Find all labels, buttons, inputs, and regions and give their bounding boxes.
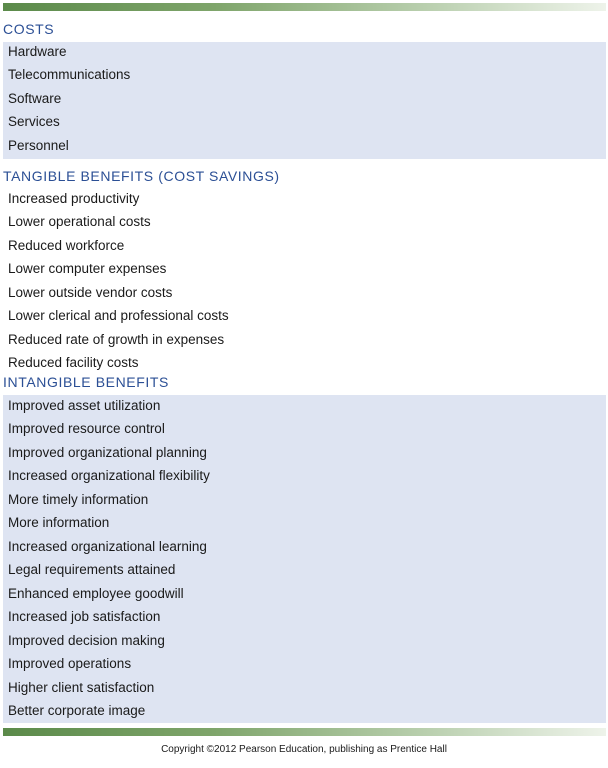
bottom-rule-bar [3, 728, 606, 736]
list-item: Improved organizational planning [8, 445, 207, 460]
list-item: Improved asset utilization [8, 398, 161, 413]
list-item: Increased organizational flexibility [8, 468, 210, 483]
list-item: Hardware [8, 44, 67, 59]
list-item: Lower computer expenses [8, 261, 167, 276]
list-item: Services [8, 114, 60, 129]
list-item: Personnel [8, 138, 69, 153]
tangible-benefits-section [3, 189, 606, 375]
costs-section [3, 42, 606, 159]
list-item: Improved operations [8, 656, 132, 671]
list-item: More timely information [8, 492, 149, 507]
list-item: Telecommunications [8, 67, 131, 82]
list-item: More information [8, 515, 110, 530]
list-item: Improved resource control [8, 421, 165, 436]
list-item: Enhanced employee goodwill [8, 586, 184, 601]
list-item: Software [8, 91, 62, 106]
intangible-benefits-section [3, 395, 606, 723]
list-item: Legal requirements attained [8, 562, 176, 577]
list-item: Reduced facility costs [8, 355, 139, 370]
intangible-benefits-heading: INTANGIBLE BENEFITS [3, 374, 169, 390]
list-item: Lower clerical and professional costs [8, 308, 229, 323]
list-item: Increased organizational learning [8, 539, 207, 554]
tangible-benefits-heading: TANGIBLE BENEFITS (COST SAVINGS) [3, 168, 280, 184]
list-item: Increased job satisfaction [8, 609, 161, 624]
list-item: Better corporate image [8, 703, 146, 718]
list-item: Lower outside vendor costs [8, 285, 173, 300]
list-item: Improved decision making [8, 633, 165, 648]
list-item: Lower operational costs [8, 214, 151, 229]
list-item: Reduced workforce [8, 238, 125, 253]
list-item: Increased productivity [8, 191, 140, 206]
copyright-footer: Copyright ©2012 Pearson Education, publishing as Prentice Hall [161, 744, 447, 755]
costs-heading: COSTS [3, 21, 55, 37]
list-item: Higher client satisfaction [8, 680, 155, 695]
list-item: Reduced rate of growth in expenses [8, 332, 225, 347]
top-rule-bar [3, 3, 606, 11]
